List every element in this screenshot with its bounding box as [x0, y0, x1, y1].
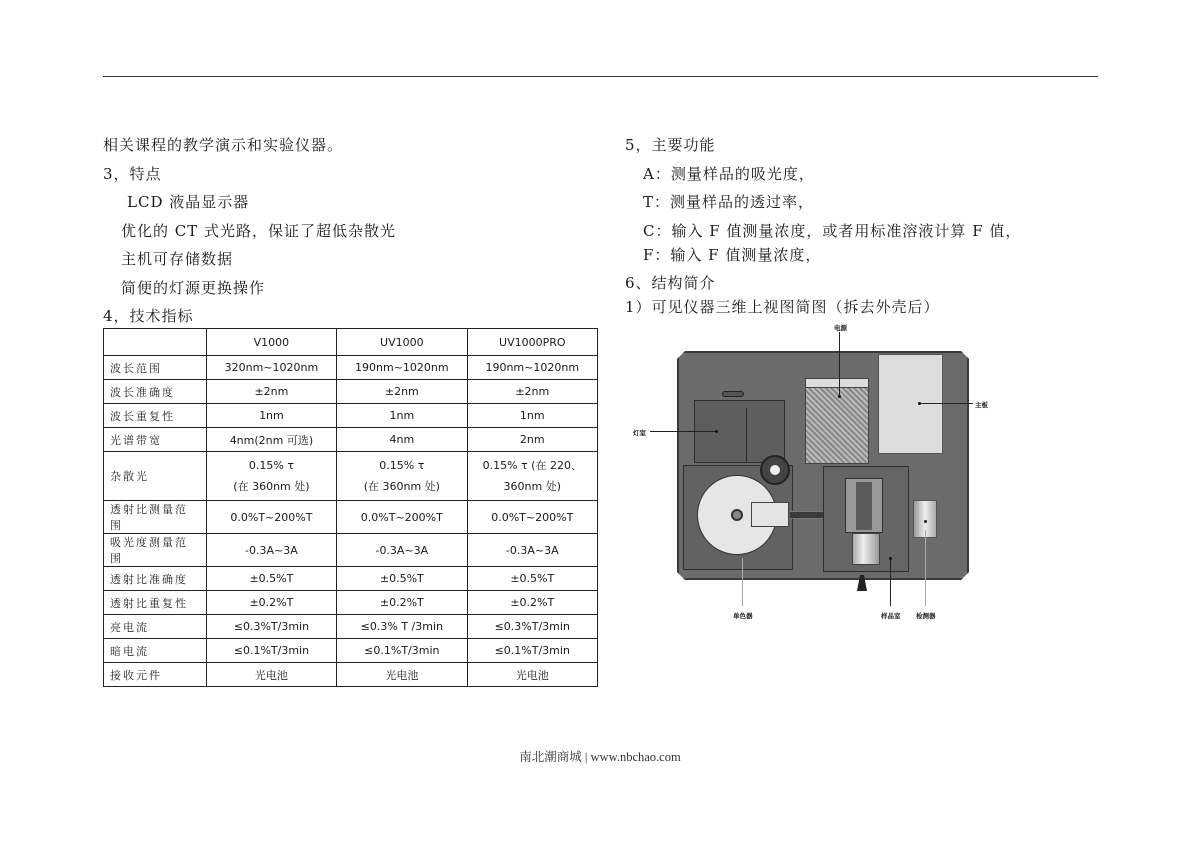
value-line: (在 360nm 处) — [233, 480, 310, 493]
feature-item: 简便的灯源更换操作 — [121, 278, 266, 297]
table-row — [104, 380, 598, 404]
value-line: (在 360nm 处) — [363, 480, 440, 493]
value-cell — [206, 452, 336, 501]
functions-heading: 5，主要功能 — [625, 136, 716, 154]
param-cell: 光谱带宽 — [104, 428, 207, 452]
param-cell: 波长重复性 — [104, 404, 207, 428]
value-cell: 2nm — [467, 428, 597, 452]
table-row — [104, 567, 598, 591]
value-cell: ±0.5%T — [467, 567, 597, 591]
value-cell: -0.3A~3A — [206, 534, 336, 567]
table-row — [104, 356, 598, 380]
value-cell: ±0.2%T — [467, 591, 597, 615]
optical-rail — [790, 511, 825, 519]
value-cell: 0.0%T~200%T — [337, 501, 467, 534]
header-cell-uv1000pro: UV1000PRO — [467, 329, 597, 356]
callout-dot-detector — [924, 520, 927, 523]
value-cell: ±2nm — [337, 380, 467, 404]
table-row — [104, 501, 598, 534]
structure-subheading: 1）可见仪器三维上视图简图（拆去外壳后） — [625, 298, 940, 316]
function-item: C：输入 F 值测量浓度，或者用标准溶液计算 F 值， — [643, 221, 1022, 240]
value-cell: 4nm(2nm 可选) — [206, 428, 336, 452]
label-mainboard: 主板 — [975, 401, 988, 409]
param-cell: 吸光度测量范围 — [104, 534, 207, 567]
function-item: T：测量样品的透过率， — [643, 193, 815, 211]
value-cell: 0.0%T~200%T — [206, 501, 336, 534]
param-cell: 波长准确度 — [104, 380, 207, 404]
header-cell-v1000: V1000 — [206, 329, 336, 356]
header-rule — [103, 76, 1098, 77]
callout-line-sample — [890, 558, 891, 606]
value-cell: ≤0.3% T /3min — [337, 615, 467, 639]
value-cell: ±2nm — [206, 380, 336, 404]
callout-line-detector — [925, 530, 926, 606]
param-cell: 亮电流 — [104, 615, 207, 639]
power-supply — [805, 378, 869, 464]
features-heading: 3，特点 — [103, 164, 162, 183]
table-row — [104, 591, 598, 615]
param-cell: 透射比重复性 — [104, 591, 207, 615]
table-header-row — [104, 329, 598, 356]
value-cell — [337, 452, 467, 501]
value-cell: 4nm — [337, 428, 467, 452]
spec-table — [103, 328, 598, 687]
table-row — [104, 534, 598, 567]
param-cell: 透射比准确度 — [104, 567, 207, 591]
callout-line-power — [839, 332, 840, 396]
label-monochromator: 单色器 — [733, 612, 753, 620]
value-cell: ±0.2%T — [337, 591, 467, 615]
feature-item: LCD 液晶显示器 — [127, 193, 250, 211]
value-cell: 190nm~1020nm — [467, 356, 597, 380]
table-row — [104, 663, 598, 687]
mainboard — [878, 354, 943, 454]
value-cell: -0.3A~3A — [467, 534, 597, 567]
lamp-divider — [746, 408, 747, 463]
value-line: 0.15% τ — [379, 459, 425, 472]
value-cell: 1nm — [337, 404, 467, 428]
callout-line-lamp — [650, 431, 716, 432]
value-cell: ≤0.1%T/3min — [206, 639, 336, 663]
function-item: F：输入 F 值测量浓度， — [643, 245, 822, 264]
label-lamp: 灯室 — [633, 429, 646, 437]
left-column — [103, 133, 603, 333]
header-cell-empty — [104, 329, 207, 356]
value-cell: ≤0.1%T/3min — [467, 639, 597, 663]
param-cell: 波长范围 — [104, 356, 207, 380]
table-row — [104, 428, 598, 452]
table-row — [104, 615, 598, 639]
lamp-handle — [722, 391, 744, 397]
value-cell: ±0.2%T — [206, 591, 336, 615]
value-cell: 1nm — [467, 404, 597, 428]
footer: 南北潮商城 | www.nbchao.com — [519, 750, 681, 764]
header-cell-uv1000: UV1000 — [337, 329, 467, 356]
param-cell: 暗电流 — [104, 639, 207, 663]
value-cell: ≤0.1%T/3min — [337, 639, 467, 663]
power-supply-terminal — [805, 378, 869, 388]
callout-line-monochromator — [742, 558, 743, 606]
param-cell: 杂散光 — [104, 452, 207, 501]
label-sample-chamber: 样品室 — [881, 612, 901, 620]
function-item: A：测量样品的吸光度， — [643, 164, 815, 183]
value-cell: -0.3A~3A — [337, 534, 467, 567]
callout-dot-lamp — [715, 430, 718, 433]
value-cell: 320nm~1020nm — [206, 356, 336, 380]
label-power: 电源 — [834, 324, 847, 332]
feature-item: 主机可存储数据 — [121, 250, 234, 268]
value-cell: 光电池 — [337, 663, 467, 687]
callout-dot-mainboard — [918, 402, 921, 405]
callout-line-mainboard — [919, 403, 973, 404]
table-row — [104, 452, 598, 501]
param-cell: 透射比测量范围 — [104, 501, 207, 534]
gear-hub — [770, 465, 780, 475]
param-cell: 接收元件 — [104, 663, 207, 687]
value-line: 0.15% τ — [248, 459, 294, 472]
value-cell: 190nm~1020nm — [337, 356, 467, 380]
structure-heading: 6、结构简介 — [625, 274, 716, 292]
callout-dot-power — [838, 395, 841, 398]
feature-item: 优化的 CT 式光路，保证了超低杂散光 — [121, 221, 397, 240]
value-cell: 1nm — [206, 404, 336, 428]
slit-slide — [751, 502, 789, 527]
value-cell: ±0.5%T — [337, 567, 467, 591]
value-cell: ±2nm — [467, 380, 597, 404]
value-cell — [467, 452, 597, 501]
value-cell: 光电池 — [467, 663, 597, 687]
right-column — [625, 133, 1095, 324]
sample-cylinder — [852, 533, 880, 565]
value-cell: 0.0%T~200%T — [467, 501, 597, 534]
value-cell: 光电池 — [206, 663, 336, 687]
value-line: 360nm 处) — [503, 480, 562, 493]
value-cell: ≤0.3%T/3min — [206, 615, 336, 639]
table-row — [104, 404, 598, 428]
monochromator-hub — [731, 509, 743, 521]
value-line: 0.15% τ (在 220、 — [482, 459, 582, 472]
callout-dot-sample — [889, 557, 892, 560]
specs-heading: 4，技术指标 — [103, 307, 194, 325]
label-detector: 检测器 — [916, 612, 936, 620]
cuvette-holder — [856, 482, 872, 530]
intro-line: 相关课程的教学演示和实验仪器。 — [103, 136, 344, 154]
table-row — [104, 639, 598, 663]
value-cell: ±0.5%T — [206, 567, 336, 591]
value-cell: ≤0.3%T/3min — [467, 615, 597, 639]
